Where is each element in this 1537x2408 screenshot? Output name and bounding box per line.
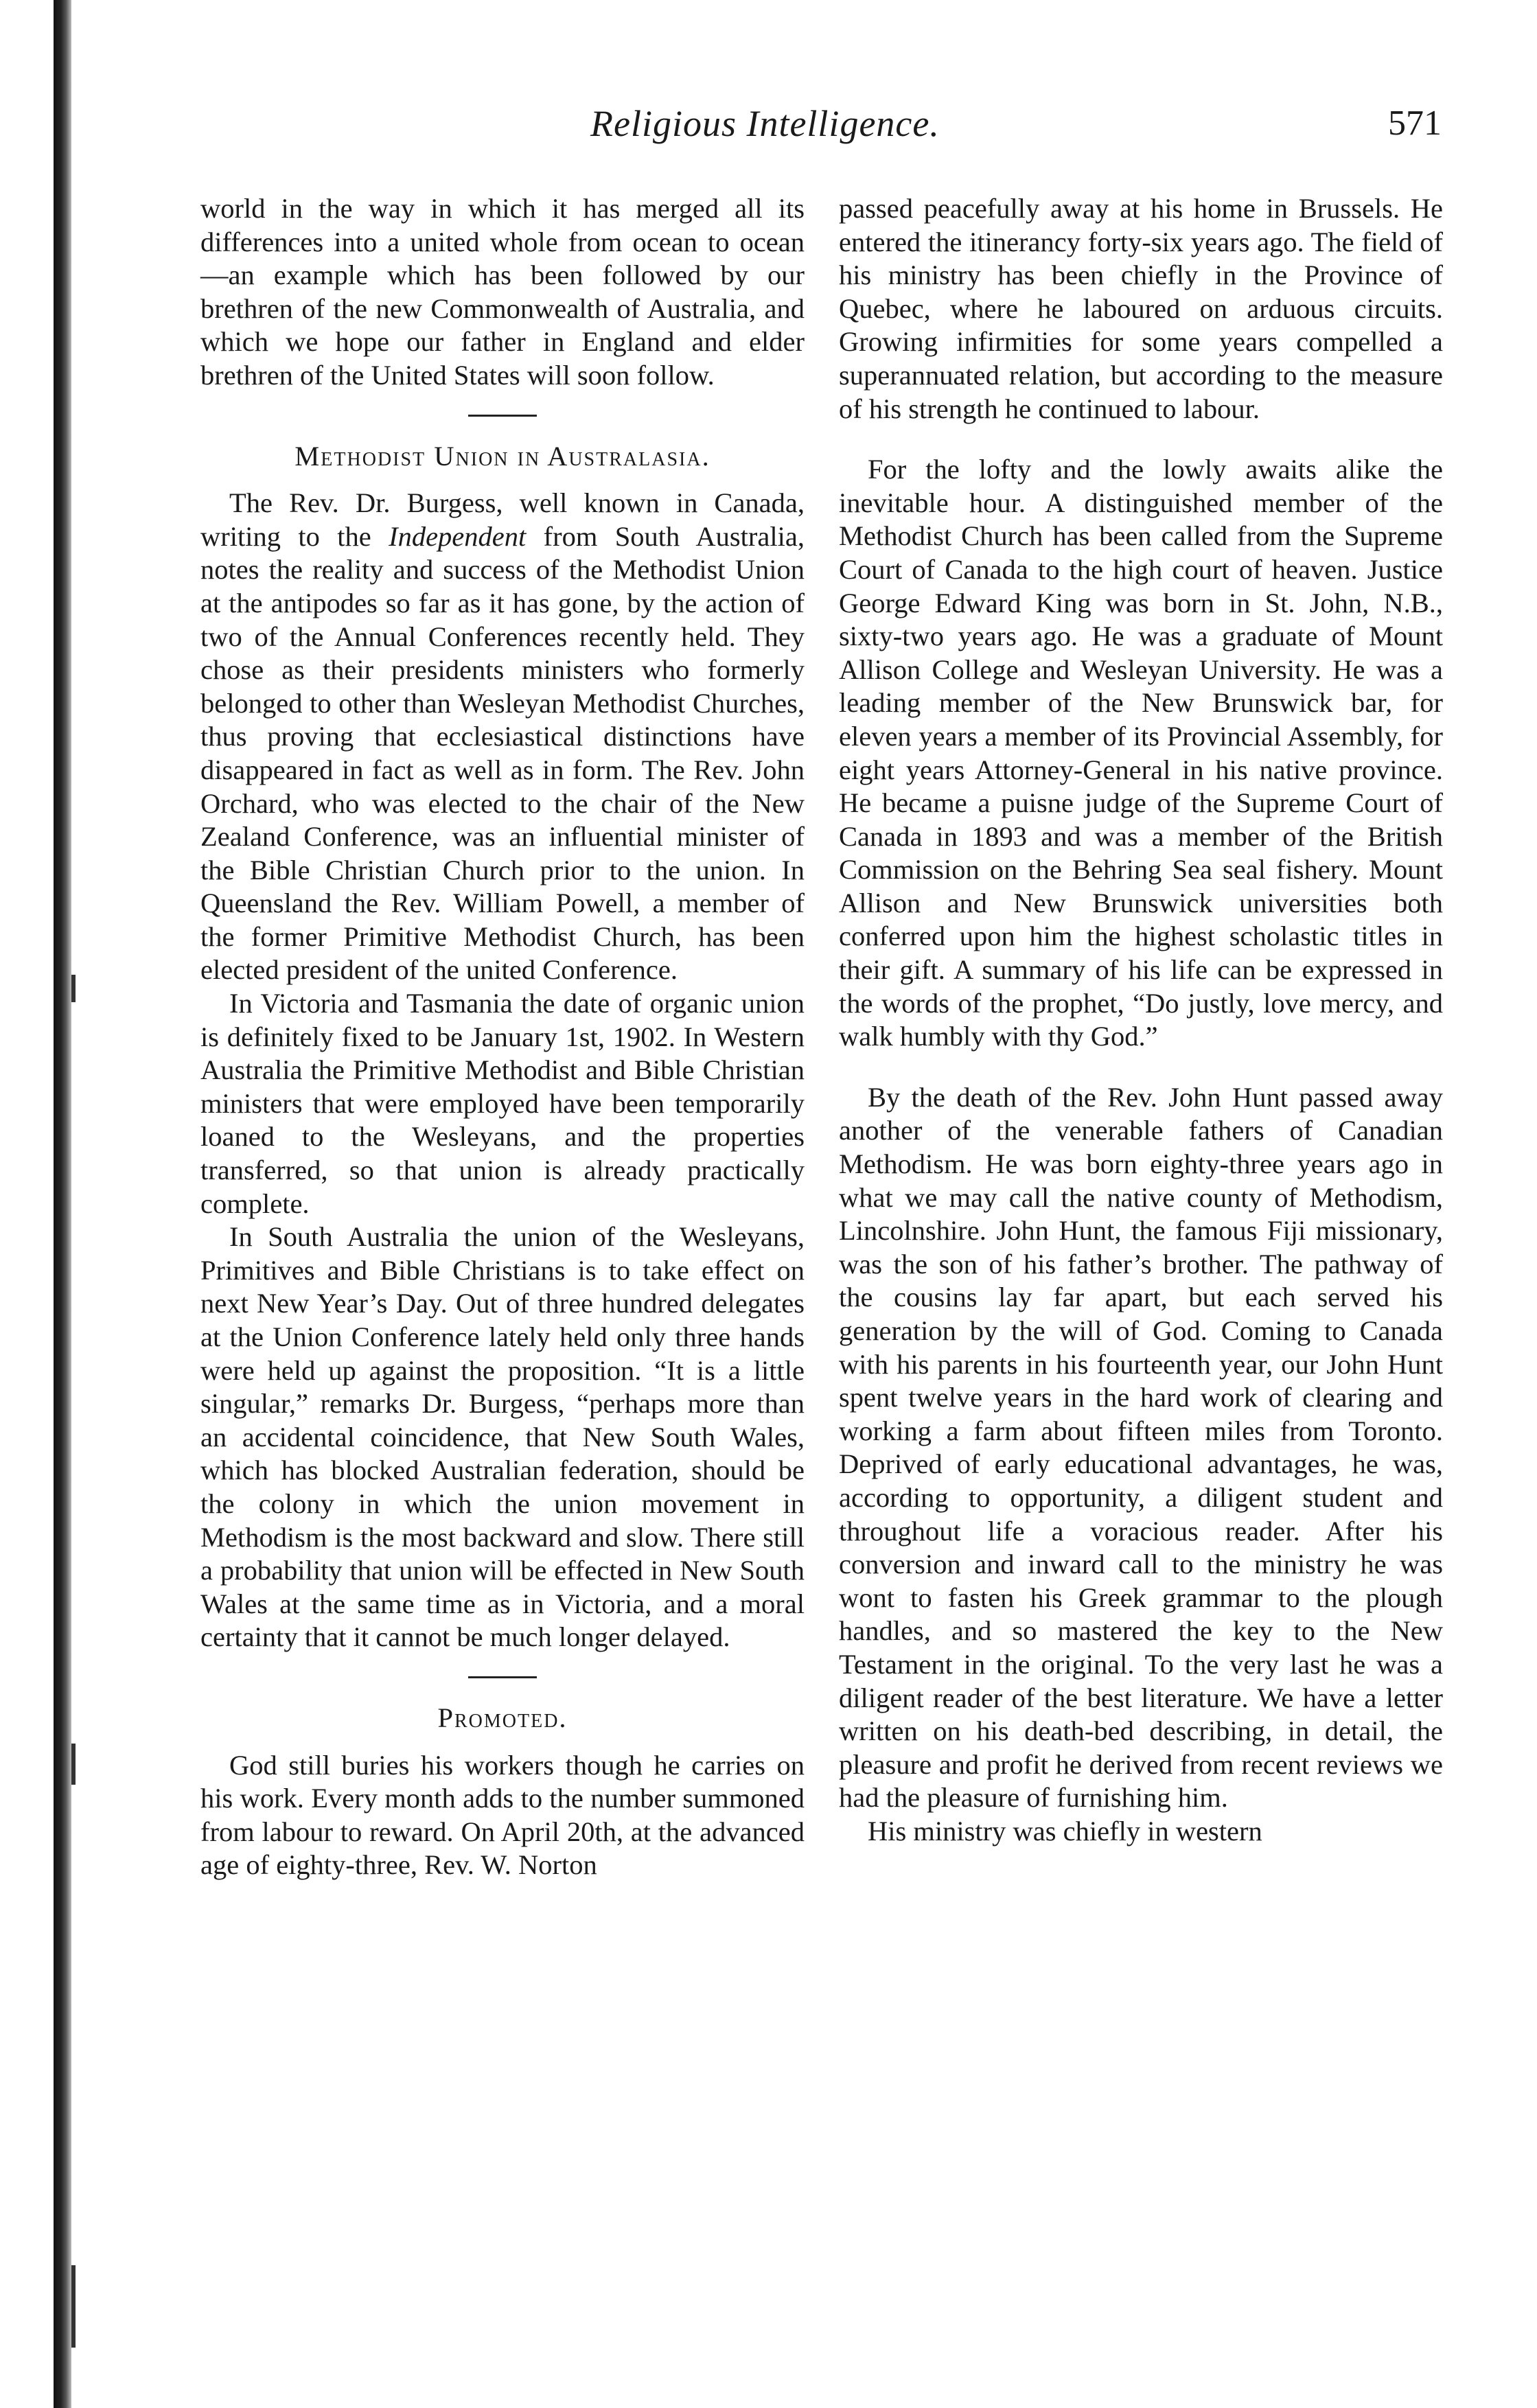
paragraph: By the death of the Rev. John Hunt passed away another of the venerable fathers of Canadian Methodism. He was born eighty-three years ago in what we may call the native county of Methodism, Lincolnshire. John Hunt, the famous Fiji missionary, was the son of his father’s brother. The pathway of the cousins lay far apart, but each served his generation by the will of God. Coming to Canada with his parents in his fourteenth year, our John Hunt spent twelve years in the hard work of clearing and working a farm about fifteen miles from Toronto. Deprived of early educational advantages, he was, according to opportunity, a diligent student and throughout life a voracious reader. After his conversion and inward call to the ministry he was wont to fasten his Greek grammar to the plough handles, and so mastered the key to the New Testament in the original. To the very last he was a diligent reader of the best literature. We have a letter written on his death-bed describing, in detail, the pleasure and profit he derived from recent reviews we had the pleasure of furnishing him.: [839, 1081, 1443, 1814]
paragraph: passed peacefully away at his home in Brussels. He entered the itinerancy forty-six years ago. The field of his ministry has been chiefly in the Province of Quebec, where he laboured on arduous circuits. Growing infirmities for some years compelled a superannuated relation, but according to the measure of his strength he continued to labour.: [839, 193, 1443, 424]
section-heading: Promoted.: [437, 1702, 568, 1733]
section-heading: Methodist Union in Australasia.: [294, 440, 710, 472]
paragraph: [200, 487, 805, 987]
paragraph: world in the way in which it has merged all its differences into a united whole from ocean to ocean—an example which has been followed by our brethren of the new Commonwealth of Australia, and which we hope our father in England and elder brethren of the United States will soon follow.: [200, 193, 805, 391]
section-divider: [468, 1676, 537, 1678]
paragraph-gap: [839, 1054, 1443, 1081]
periodical-title: Independent: [389, 520, 527, 552]
running-title: Religious Intelligence.: [590, 103, 940, 144]
paragraph-gap: [839, 426, 1443, 453]
paragraph: In South Australia the union of the Wesleyans, Primitives and Bible Christians is to take effect on next New Year’s Day. Out of three hundred delegates at the Union Conference lately held only three hands were held up against the proposition. “It is a little singular,” remarks Dr. Burgess, “perhaps more than an accidental coincidence, that New South Wales, which has blocked Australian federation, should be the colony in which the union movement in Methodism is the most backward and slow. There still a probability that union will be effected in New South Wales at the same time as in Victoria, and a moral certainty that it cannot be much longer delayed.: [200, 1221, 805, 1653]
page-binding-edge: [54, 0, 71, 2408]
left-column: [200, 192, 805, 1882]
paragraph: God still buries his workers though he carries on his work. Every month adds to the number summoned from labour to reward. On April 20th, at the advanced age of eighty-three, Rev. W. Norton: [200, 1749, 805, 1881]
right-column: [839, 192, 1443, 1849]
paragraph: For the lofty and the lowly awaits alike the inevitable hour. A distinguished member of the Methodist Church has been called from the Supreme Court of Canada to the high court of heaven. Justice George Edward King was born in St. John, N.B., sixty-two years ago. He was a graduate of Mount Allison College and Wesleyan University. He was a leading member of the New Brunswick bar, for eleven years a member of its Provincial Assembly, for eight years Attorney-General in his native province. He became a puisne judge of the Supreme Court of Canada in 1893 and was a member of the British Commission on the Behring Sea seal fishery. Mount Allison and New Brunswick universities both conferred upon him the highest scholastic titles in their gift. A summary of his life can be expressed in the words of the prophet, “Do justly, love mercy, and walk humbly with thy God.”: [839, 454, 1443, 1052]
paragraph: His ministry was chiefly in western: [868, 1815, 1262, 1846]
binding-speck: [71, 975, 76, 1002]
page-header: [206, 96, 1442, 151]
paragraph-text: The Rev. Dr. Burgess, well known in Canada, writing to the: [200, 487, 805, 552]
paragraph-text: from South Australia, notes the reality and success of the Methodist Union at the antipodes so far as it has gone, by the action of two of the Annual Conferences recently held. They chose as their presidents ministers who formerly belonged to other than Wesleyan Methodist Churches, thus proving that ecclesiastical distinctions have disappeared in fact as well as in form. The Rev. John Orchard, who was elected to the chair of the New Zealand Conference, was an influential minister of the Bible Christian Church prior to the union. In Queensland the Rev. William Powell, a member of the former Primitive Methodist Church, has been elected president of the united Conference.: [200, 520, 805, 986]
section-divider: [468, 415, 537, 417]
binding-speck: [71, 2265, 76, 2348]
paragraph: In Victoria and Tasmania the date of organic union is definitely fixed to be January 1st, 1902. In Western Australia the Primitive Methodist and Bible Christian ministers that were employed have been temporarily loaned to the Wesleyans, and the properties transferred, so that union is already practically complete.: [200, 988, 805, 1219]
page-number: 571: [1388, 104, 1442, 143]
binding-speck: [71, 1744, 76, 1785]
